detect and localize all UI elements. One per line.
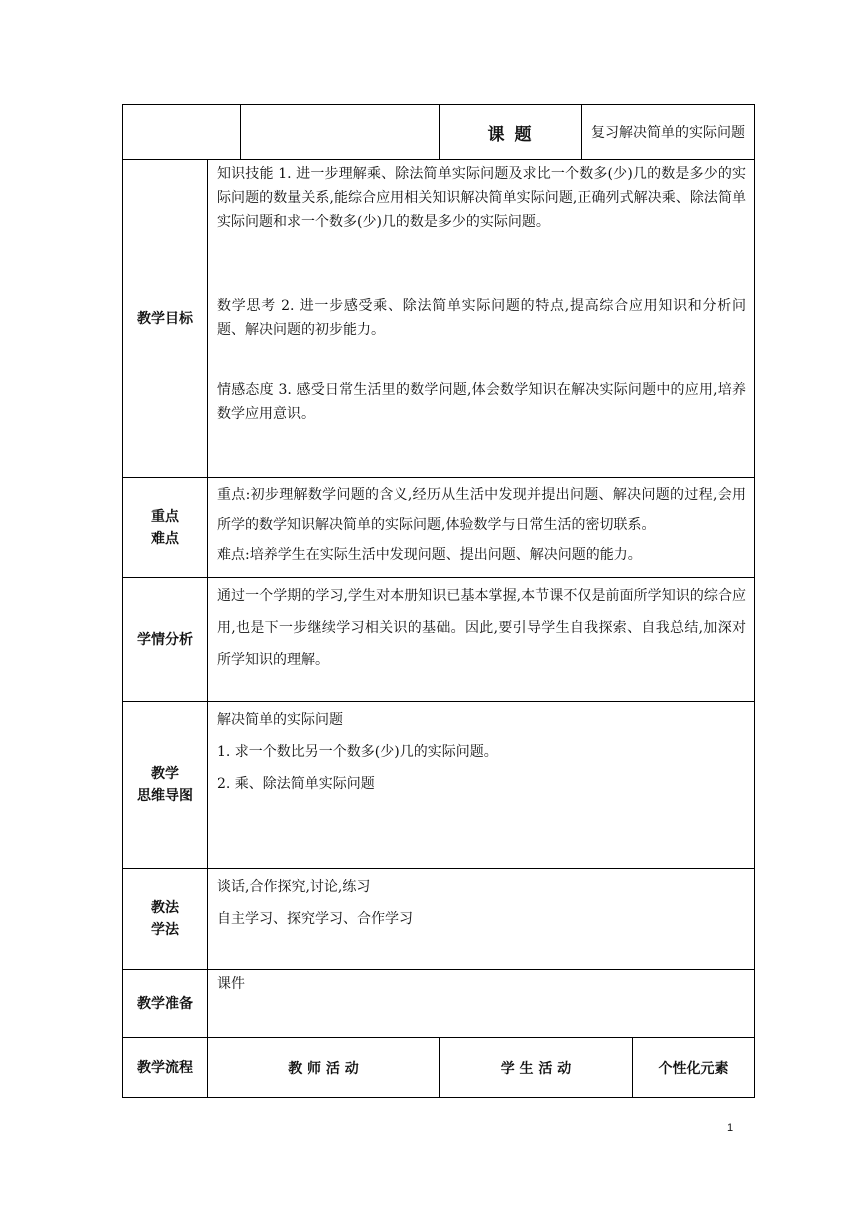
mindmap-label-line1: 教学 xyxy=(151,766,179,782)
analysis-content xyxy=(208,578,755,702)
header-blank-cell-1 xyxy=(123,105,241,160)
preparation-content xyxy=(208,970,755,1038)
flow-row xyxy=(123,1038,755,1098)
goals-thinking: 数学思考 2. 进一步感受乘、除法简单实际问题的特点,提高综合应用知识和分析问题、解决问题的初步能力。 xyxy=(217,298,747,338)
flow-label: 教学流程 xyxy=(123,1038,208,1098)
spacer xyxy=(217,234,746,294)
mindmap-row xyxy=(123,702,755,869)
key-points-row xyxy=(123,478,755,578)
preparation-label: 教学准备 xyxy=(123,970,208,1038)
difficulty-text: 难点:培养学生在实际生活中发现问题、提出问题、解决问题的能力。 xyxy=(217,547,642,563)
header-row xyxy=(123,105,755,160)
spacer xyxy=(217,342,746,378)
mindmap-content xyxy=(208,702,755,869)
lesson-plan-table xyxy=(122,104,755,1098)
methods-label-line2: 学法 xyxy=(151,922,179,938)
key-points-label xyxy=(123,478,208,578)
analysis-text: 通过一个学期的学习,学生对本册知识已基本掌握,本节课不仅是前面所学知识的综合应用,也是下一步继续学习相关识的基础。因此,要引导学生自我探索、自我总结,加深对所学知识的理解。 xyxy=(217,588,747,668)
key-points-label-line2: 难点 xyxy=(151,530,179,547)
goals-label: 教学目标 xyxy=(123,160,208,478)
analysis-row xyxy=(123,578,755,702)
teaching-methods: 谈话,合作探究,讨论,练习 xyxy=(217,879,371,895)
preparation-row xyxy=(123,970,755,1038)
mindmap-label xyxy=(123,702,208,869)
topic-label: 课 题 xyxy=(440,105,582,160)
mindmap-label-line2: 思维导图 xyxy=(137,788,193,804)
goals-knowledge: 知识技能 1. 进一步理解乘、除法简单实际问题及求比一个数多(少)几的数是多少的实际问题的数量关系,能综合应用相关知识解决简单实际问题,正确列式解决乘、除法简单实际问题和求一个数多(少)几的数是多少的实际问题。 xyxy=(217,166,747,230)
methods-row xyxy=(123,869,755,970)
learning-methods: 自主学习、探究学习、合作学习 xyxy=(217,911,413,927)
methods-content xyxy=(208,869,755,970)
student-activity-header: 学 生 活 动 xyxy=(440,1038,633,1098)
mindmap-item-1: 1. 求一个数比另一个数多(少)几的实际问题。 xyxy=(217,744,498,760)
methods-label-line1: 教法 xyxy=(151,900,179,916)
analysis-label: 学情分析 xyxy=(123,578,208,702)
key-point-text: 重点:初步理解数学问题的含义,经历从生活中发现并提出问题、解决问题的过程,会用所学的数学知识解决简单的实际问题,体验数学与日常生活的密切联系。 xyxy=(217,487,747,533)
header-blank-cell-2 xyxy=(241,105,440,160)
page-number: 1 xyxy=(726,1122,734,1134)
key-points-label-line1: 重点 xyxy=(151,508,179,525)
topic-value: 复习解决简单的实际问题 xyxy=(582,105,755,160)
mindmap-title: 解决简单的实际问题 xyxy=(217,712,343,728)
methods-label xyxy=(123,869,208,970)
personalization-header: 个性化元素 xyxy=(633,1038,755,1098)
goals-content xyxy=(208,160,755,478)
mindmap-item-2: 2. 乘、除法简单实际问题 xyxy=(217,776,375,792)
goals-row xyxy=(123,160,755,478)
preparation-text: 课件 xyxy=(217,976,245,992)
goals-attitude: 情感态度 3. 感受日常生活里的数学问题,体会数学知识在解决实际问题中的应用,培养数学应用意识。 xyxy=(217,382,747,422)
key-points-content xyxy=(208,478,755,578)
teacher-activity-header: 教 师 活 动 xyxy=(208,1038,440,1098)
